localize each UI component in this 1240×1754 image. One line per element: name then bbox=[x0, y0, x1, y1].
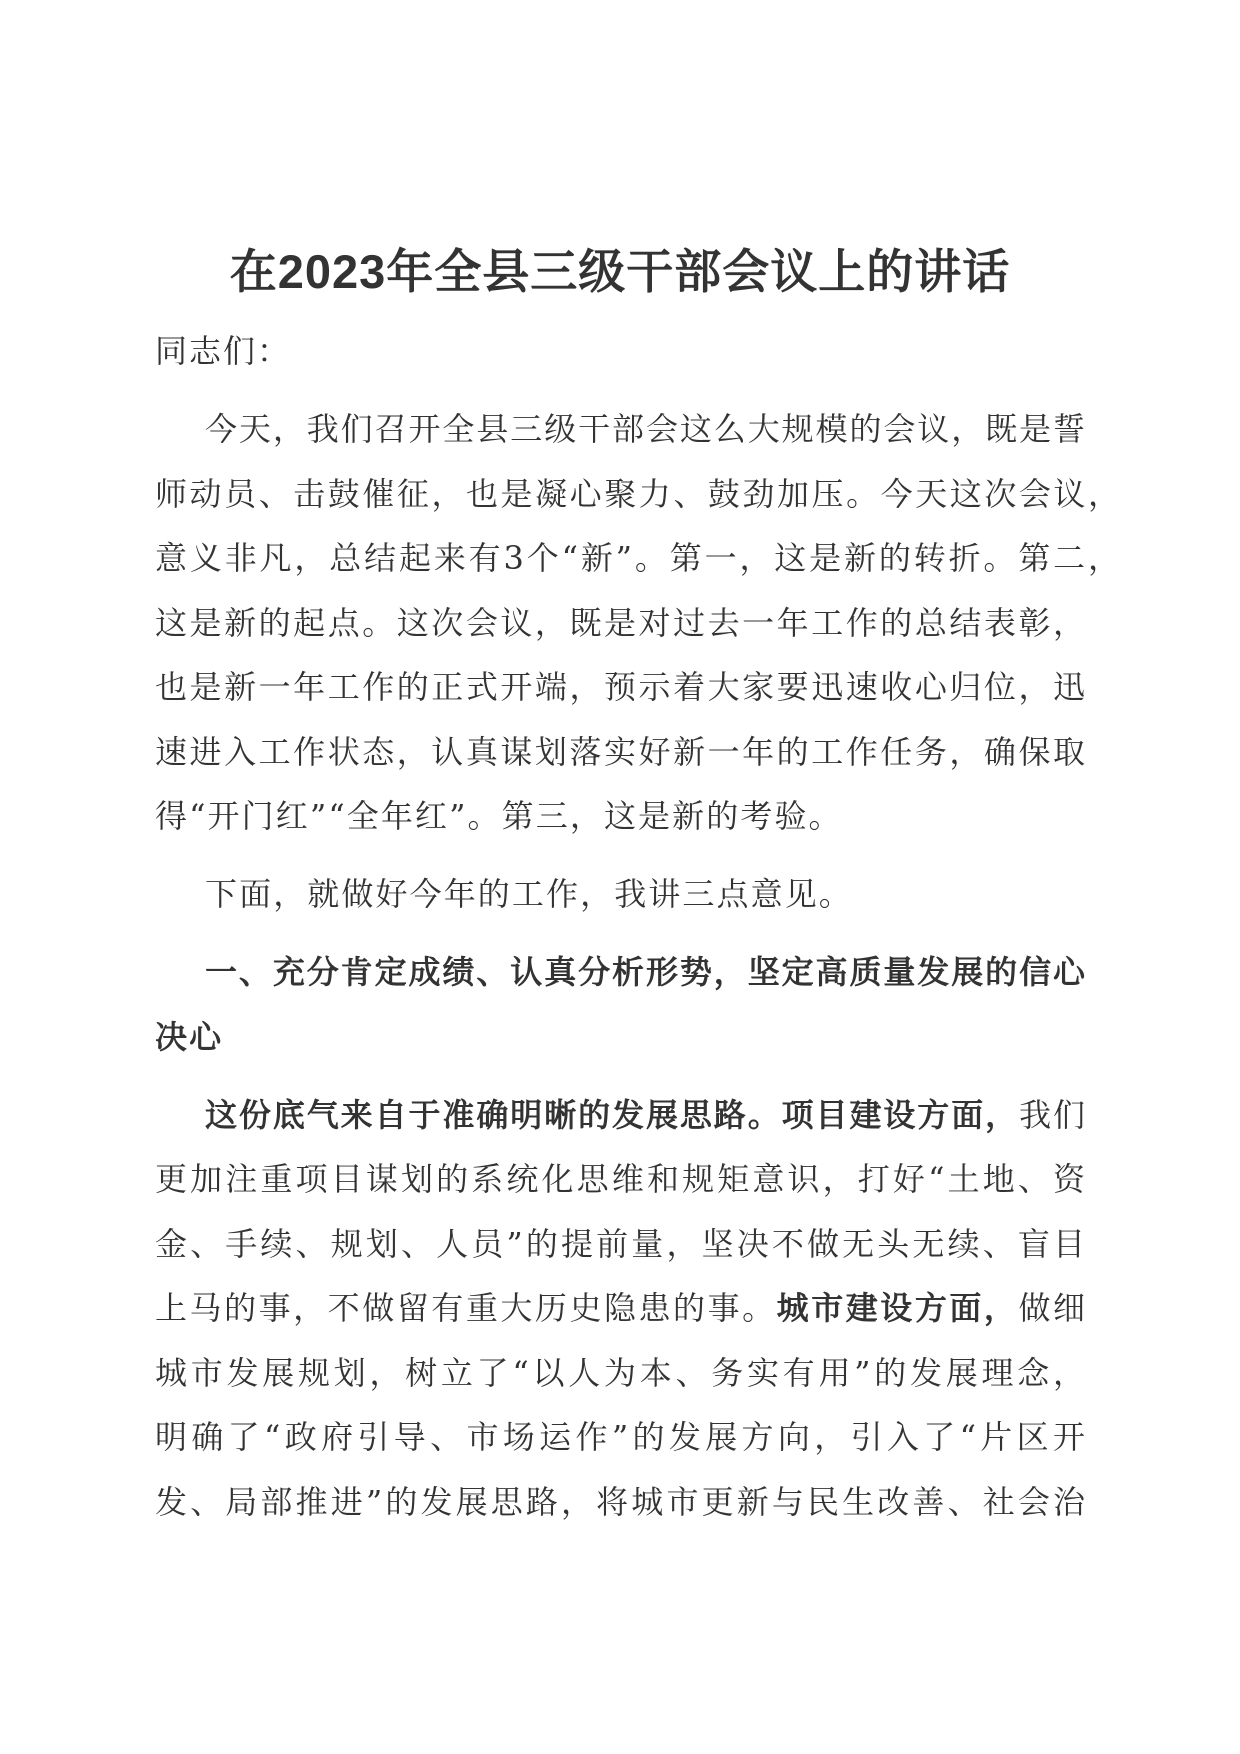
paragraph-line: 今天，我们召开全县三级干部会这么大规模的会议，既是誓 bbox=[205, 410, 1085, 448]
paragraph-line: 明确了“政府引导、市场运作”的发展方向，引入了“片区开 bbox=[155, 1418, 1085, 1456]
transition-paragraph bbox=[155, 862, 1085, 927]
heading-line: 决心 bbox=[155, 1017, 224, 1056]
paragraph-line: 城市发展规划，树立了“以人为本、务实有用”的发展理念， bbox=[155, 1353, 1085, 1392]
paragraph-line: 得“开门红”“全年红”。第三，这是新的考验。 bbox=[155, 797, 843, 835]
paragraph-line: 这是新的起点。这次会议，既是对过去一年工作的总结表彰， bbox=[155, 603, 1085, 642]
section-heading bbox=[155, 940, 1085, 1069]
section-body-paragraph bbox=[155, 1083, 1085, 1535]
paragraph-line: 也是新一年工作的正式开端，预示着大家要迅速收心归位，迅 bbox=[155, 668, 1085, 706]
paragraph-line: 下面，就做好今年的工作，我讲三点意见。 bbox=[205, 875, 853, 913]
line-text: 做细 bbox=[1018, 1289, 1085, 1327]
salutation: 同志们： bbox=[155, 332, 292, 370]
opening-paragraph bbox=[155, 397, 1120, 849]
document-body bbox=[155, 319, 1120, 1534]
paragraph-line: 更加注重项目谋划的系统化思维和规矩意识，打好“土地、资 bbox=[155, 1160, 1085, 1198]
document-title: 在2023年全县三级干部会议上的讲话 bbox=[229, 245, 1011, 298]
paragraph-line: 速进入工作状态，认真谋划落实好新一年的工作任务，确保取 bbox=[155, 732, 1085, 771]
bold-lead-sentence: 这份底气来自于准确明晰的发展思路。项目建设方面， bbox=[205, 1095, 1020, 1134]
paragraph-line: 师动员、击鼓催征，也是凝心聚力、鼓劲加压。今天这次会议， bbox=[155, 474, 1120, 513]
paragraph-line: 意义非凡，总结起来有3个“新”。第一，这是新的转折。第二， bbox=[155, 539, 1120, 577]
line-text: 上马的事，不做留有重大历史隐患的事。 bbox=[155, 1289, 777, 1327]
paragraph-line: 金、手续、规划、人员”的提前量，坚决不做无头无续、盲目 bbox=[155, 1224, 1085, 1263]
line-text: 我们 bbox=[1019, 1095, 1085, 1134]
paragraph-line bbox=[205, 1083, 1085, 1148]
heading-line: 一、充分肯定成绩、认真分析形势，坚定高质量发展的信心 bbox=[205, 953, 1085, 991]
paragraph-line bbox=[155, 1276, 1085, 1341]
paragraph-line: 发、局部推进”的发展思路，将城市更新与民生改善、社会治 bbox=[155, 1482, 1085, 1521]
bold-subheading: 城市建设方面， bbox=[776, 1289, 1019, 1327]
